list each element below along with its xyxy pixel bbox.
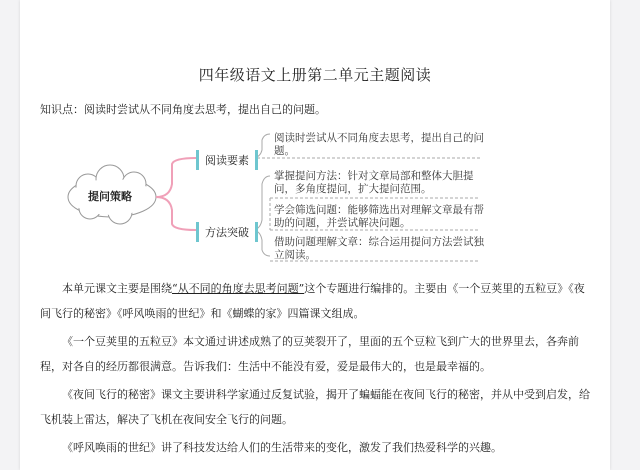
mind-map [60,124,500,269]
branch-method-breakthrough: 方法突破 [196,222,258,242]
mind-map-root: 提问策略 [88,190,132,203]
page-title: 四年级语文上册第二单元主题阅读 [198,66,432,84]
paragraph-century: 《呼风唤雨的世纪》讲了科技发达给人们的生活带来的变化，激发了我们热爱科学的兴趣。 [62,441,502,454]
document-page [20,0,610,470]
underlined-topic: “从不同的角度去思考问题” [172,282,305,295]
leaf-method-2: 学会筛选问题：能够筛选出对理解文章最有帮助的问题，并尝试解决问题。 [274,204,484,229]
paragraph-five-peas: 《一个豆荚里的五粒豆》本文通过讲述成熟了的豆荚裂开了，里面的五个豆粒飞到广大的世界里去，各奔前程，对各自的经历都很满意。告诉我们：生活中不能没有爱，爱是最伟大的，也是最幸福的。 [40,335,579,373]
body-text [40,276,595,463]
knowledge-point: 知识点：阅读时尝试从不同角度去思考，提出自己的问题。 [40,103,326,116]
branch-reading-elements: 阅读要素 [196,150,258,170]
leaf-method-1: 掌握提问方法：针对文章局部和整体大胆提问，多角度提问，扩大提问范围。 [274,170,474,195]
paragraph-intro: 本单元课文主要是围绕“从不同的角度去思考问题”这个专题进行编排的。主要由《一个豆荚里的五粒豆》《夜间飞行的秘密》《呼风唤雨的世纪》和《蝴蝶的家》四篇课文组成。 [40,282,585,320]
leaf-reading-element: 阅读时尝试从不同角度去思考，提出自己的问题。 [274,132,484,157]
paragraph-night-flight: 《夜间飞行的秘密》课文主要讲科学家通过反复试验，揭开了蝙蝠能在夜间飞行的秘密，并从中受到启发，给飞机装上雷达，解决了飞机在夜间安全飞行的问题。 [40,388,590,426]
leaf-method-3: 借助问题理解文章：综合运用提问方法尝试独立阅读。 [274,236,484,261]
